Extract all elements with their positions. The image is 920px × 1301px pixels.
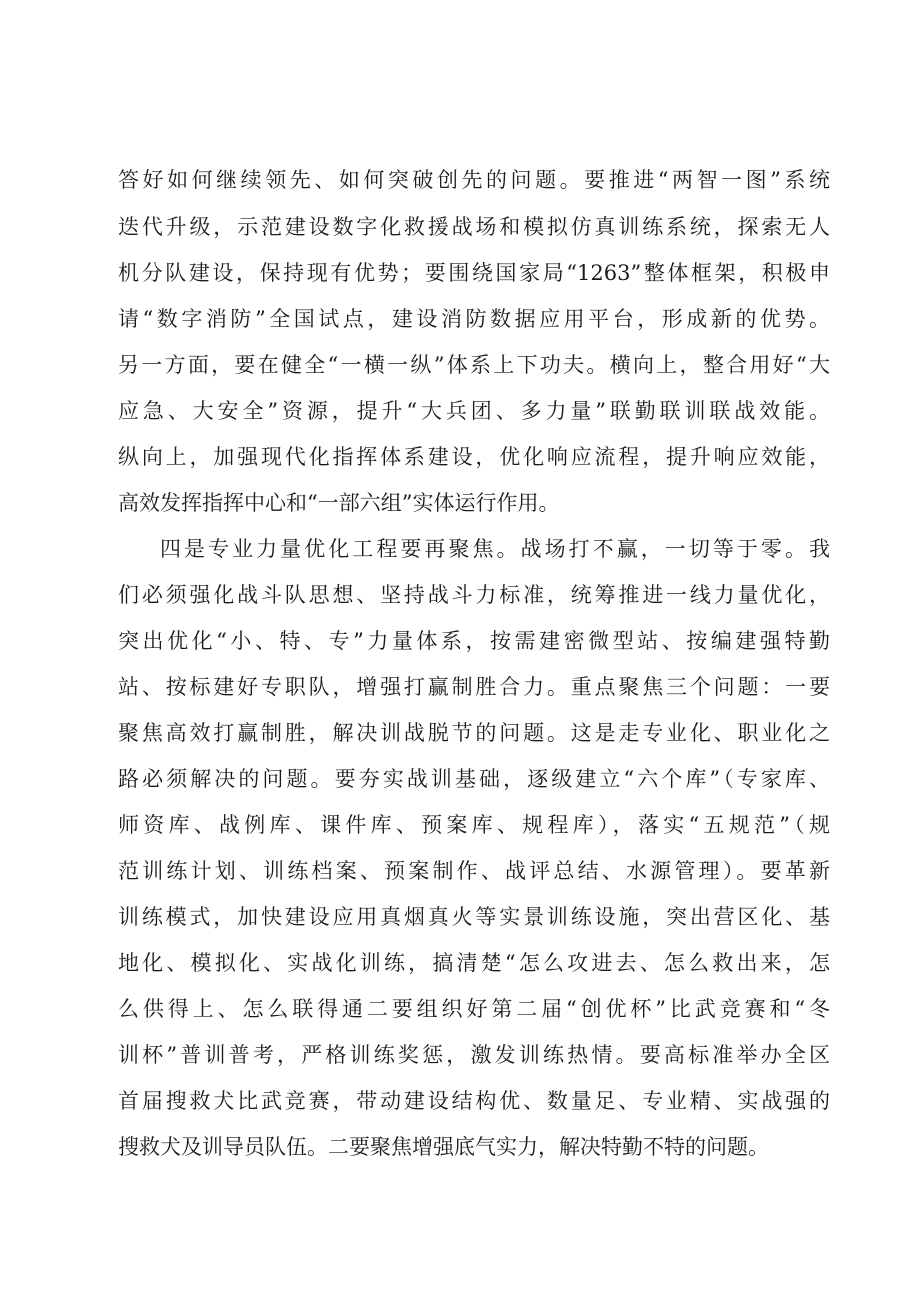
text-line: 机分队建设，保持现有优势；要围绕国家局“1263”整体框架，积极申 <box>118 261 830 285</box>
text-line: 训练模式，加快建设应用真烟真火等实景训练设施，突出营区化、基 <box>118 905 830 929</box>
text-line: 纵向上，加强现代化指挥体系建设，优化响应流程，提升响应效能， <box>118 445 830 469</box>
text-line: 路必须解决的问题。要夯实战训基础，逐级建立“六个库”（专家库、 <box>118 767 830 791</box>
text-line: 聚焦高效打赢制胜，解决训战脱节的问题。这是走专业化、职业化之 <box>118 721 830 745</box>
text-line: 么供得上、怎么联得通二要组织好第二届“创优杯”比武竞赛和“冬 <box>118 997 830 1021</box>
text-line: 师资库、战例库、课件库、预案库、规程库），落实“五规范”（规 <box>118 813 830 837</box>
text-line: 请“数字消防”全国试点，建设消防数据应用平台，形成新的优势。 <box>118 307 830 331</box>
text-line: 高效发挥指挥中心和“一部六组”实体运行作用。 <box>118 491 560 515</box>
text-line: 搜救犬及训导员队伍。二要聚焦增强底气实力，解决特勤不特的问题。 <box>118 1135 769 1159</box>
text-line: 范训练计划、训练档案、预案制作、战评总结、水源管理）。要革新 <box>118 859 830 883</box>
paragraph-first-line: 四是专业力量优化工程要再聚焦。战场打不赢，一切等于零。我 <box>160 537 830 561</box>
text-line: 首届搜救犬比武竞赛，带动建设结构优、数量足、专业精、实战强的 <box>118 1089 830 1113</box>
text-line: 应急、大安全”资源，提升“大兵团、多力量”联勤联训联战效能。 <box>118 399 830 423</box>
text-line: 训杯”普训普考，严格训练奖惩，激发训练热情。要高标准举办全区 <box>118 1043 830 1067</box>
text-line: 们必须强化战斗队思想、坚持战斗力标准，统筹推进一线力量优化， <box>118 583 830 607</box>
text-line: 站、按标建好专职队，增强打赢制胜合力。重点聚焦三个问题：一要 <box>118 675 830 699</box>
text-line: 另一方面，要在健全“一横一纵”体系上下功夫。横向上，整合用好“大 <box>118 353 830 377</box>
text-line: 突出优化“小、特、专”力量体系，按需建密微型站、按编建强特勤 <box>118 629 830 653</box>
text-line: 地化、模拟化、实战化训练，搞清楚“怎么攻进去、怎么救出来，怎 <box>118 951 830 975</box>
text-line: 答好如何继续领先、如何突破创先的问题。要推进“两智一图”系统 <box>118 168 830 192</box>
text-line: 迭代升级，示范建设数字化救援战场和模拟仿真训练系统，探索无人 <box>118 215 830 239</box>
